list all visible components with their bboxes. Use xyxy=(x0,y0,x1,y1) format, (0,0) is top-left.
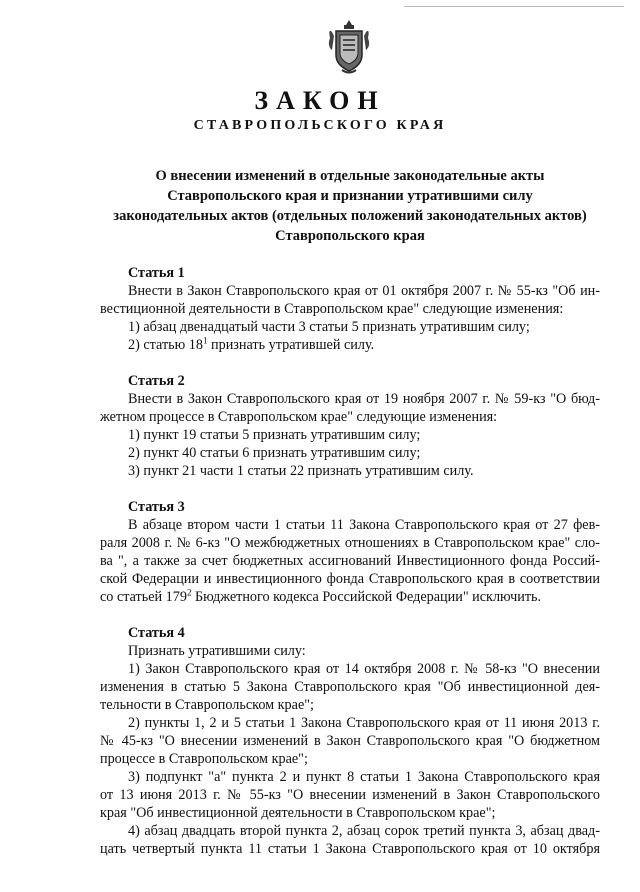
text-line: Внести в Закон Ставропольского края от 19 ноября 2007 г. № 59-кз "О бюд- xyxy=(128,391,600,407)
coat-of-arms-icon xyxy=(324,18,374,78)
heading-line: Ставропольского края xyxy=(275,228,425,244)
list-item: 1) пункт 19 статьи 5 признать утратившим силу; xyxy=(128,427,421,443)
list-item-line: 3) подпункт "а" пункта 2 и пункт 8 статьи 1 Закона Ставропольского края xyxy=(128,769,600,785)
list-item-line: тельности в Ставропольском крае"; xyxy=(100,697,314,713)
text-fragment: со статьей 179 xyxy=(100,589,187,605)
article-4 xyxy=(100,624,600,858)
list-item-line: от 13 июня 2013 г. № 55-кз "О внесении изменений в Закон Ставропольского xyxy=(100,787,600,803)
text-line: Внести в Закон Ставропольского края от 01 октября 2007 г. № 55-кз "Об ин- xyxy=(128,283,600,299)
article-title: Статья 2 xyxy=(128,373,185,389)
article-title: Статья 1 xyxy=(128,265,185,281)
list-item-line: цать четвертый пункта 11 статьи 1 Закона Ставропольского края от 10 октября xyxy=(100,841,600,857)
text-line: ва ", а также за счет бюджетных ассигнований Инвестиционного фонда Россий- xyxy=(100,553,600,569)
scan-edge-line xyxy=(404,6,624,7)
text-line: раля 2008 г. № 6-кз "О межбюджетных отношениях в Ставропольском крае" сло- xyxy=(100,535,600,551)
list-item-line: края "Об инвестиционной деятельности в Ставропольском крае"; xyxy=(100,805,496,821)
text-line: жетном процессе в Ставропольском крае" следующие изменения: xyxy=(100,409,498,425)
article-2 xyxy=(100,372,600,480)
document-heading xyxy=(80,166,620,246)
law-region: СТАВРОПОЛЬСКОГО КРАЯ xyxy=(193,118,447,133)
list-item-line: 1) Закон Ставропольского края от 14 октября 2008 г. № 58-кз "О внесении xyxy=(128,661,600,677)
document-body xyxy=(100,264,600,876)
text-line: вестиционной деятельности в Ставропольском крае" следующие изменения: xyxy=(100,301,564,317)
text-line xyxy=(100,588,600,606)
superscript: 1 xyxy=(202,335,208,346)
article-1 xyxy=(100,264,600,354)
list-item-line: 2) пункты 1, 2 и 5 статьи 1 Закона Ставропольского края от 11 июня 2013 г. xyxy=(128,715,600,731)
heading-line: законодательных актов (отдельных положений законодательных актов) xyxy=(113,208,587,224)
text-fragment: Бюджетного кодекса Российской Федерации" исключить. xyxy=(191,589,542,605)
list-item: 2) пункт 40 статьи 6 признать утратившим силу; xyxy=(128,445,421,461)
heading-line: Ставропольского края и признании утратившими силу xyxy=(167,188,533,204)
list-item-text: признать утратившей силу. xyxy=(207,337,375,353)
heading-line: О внесении изменений в отдельные законодательные акты xyxy=(155,168,545,184)
list-item xyxy=(100,336,600,354)
article-3 xyxy=(100,498,600,606)
law-title: ЗАКОН xyxy=(254,86,386,115)
list-item-text: 2) статью 18 xyxy=(128,337,203,353)
text-line: Признать утратившими силу: xyxy=(128,643,306,659)
list-item-line: № 45-кз "О внесении изменений в Закон Ставропольского края "О бюджетном xyxy=(100,733,600,749)
superscript: 2 xyxy=(186,587,192,598)
list-item: 1) абзац двенадцатый части 3 статьи 5 признать утратившим силу; xyxy=(128,319,530,335)
list-item-line: процессе в Ставропольском крае"; xyxy=(100,751,308,767)
list-item-line: 4) абзац двадцать второй пункта 2, абзац сорок третий пункта 3, абзац двад- xyxy=(128,823,600,839)
list-item: 3) пункт 21 части 1 статьи 22 признать утратившим силу. xyxy=(128,463,474,479)
article-title: Статья 3 xyxy=(128,499,185,515)
text-line: ской Федерации и инвестиционного фонда Ставропольского края в соответствии xyxy=(100,571,600,587)
article-title: Статья 4 xyxy=(128,625,185,641)
list-item-line: изменения в статью 5 Закона Ставропольского края "Об инвестиционной дея- xyxy=(100,679,600,695)
text-line: В абзаце втором части 1 статьи 11 Закона Ставропольского края от 27 фев- xyxy=(128,517,600,533)
